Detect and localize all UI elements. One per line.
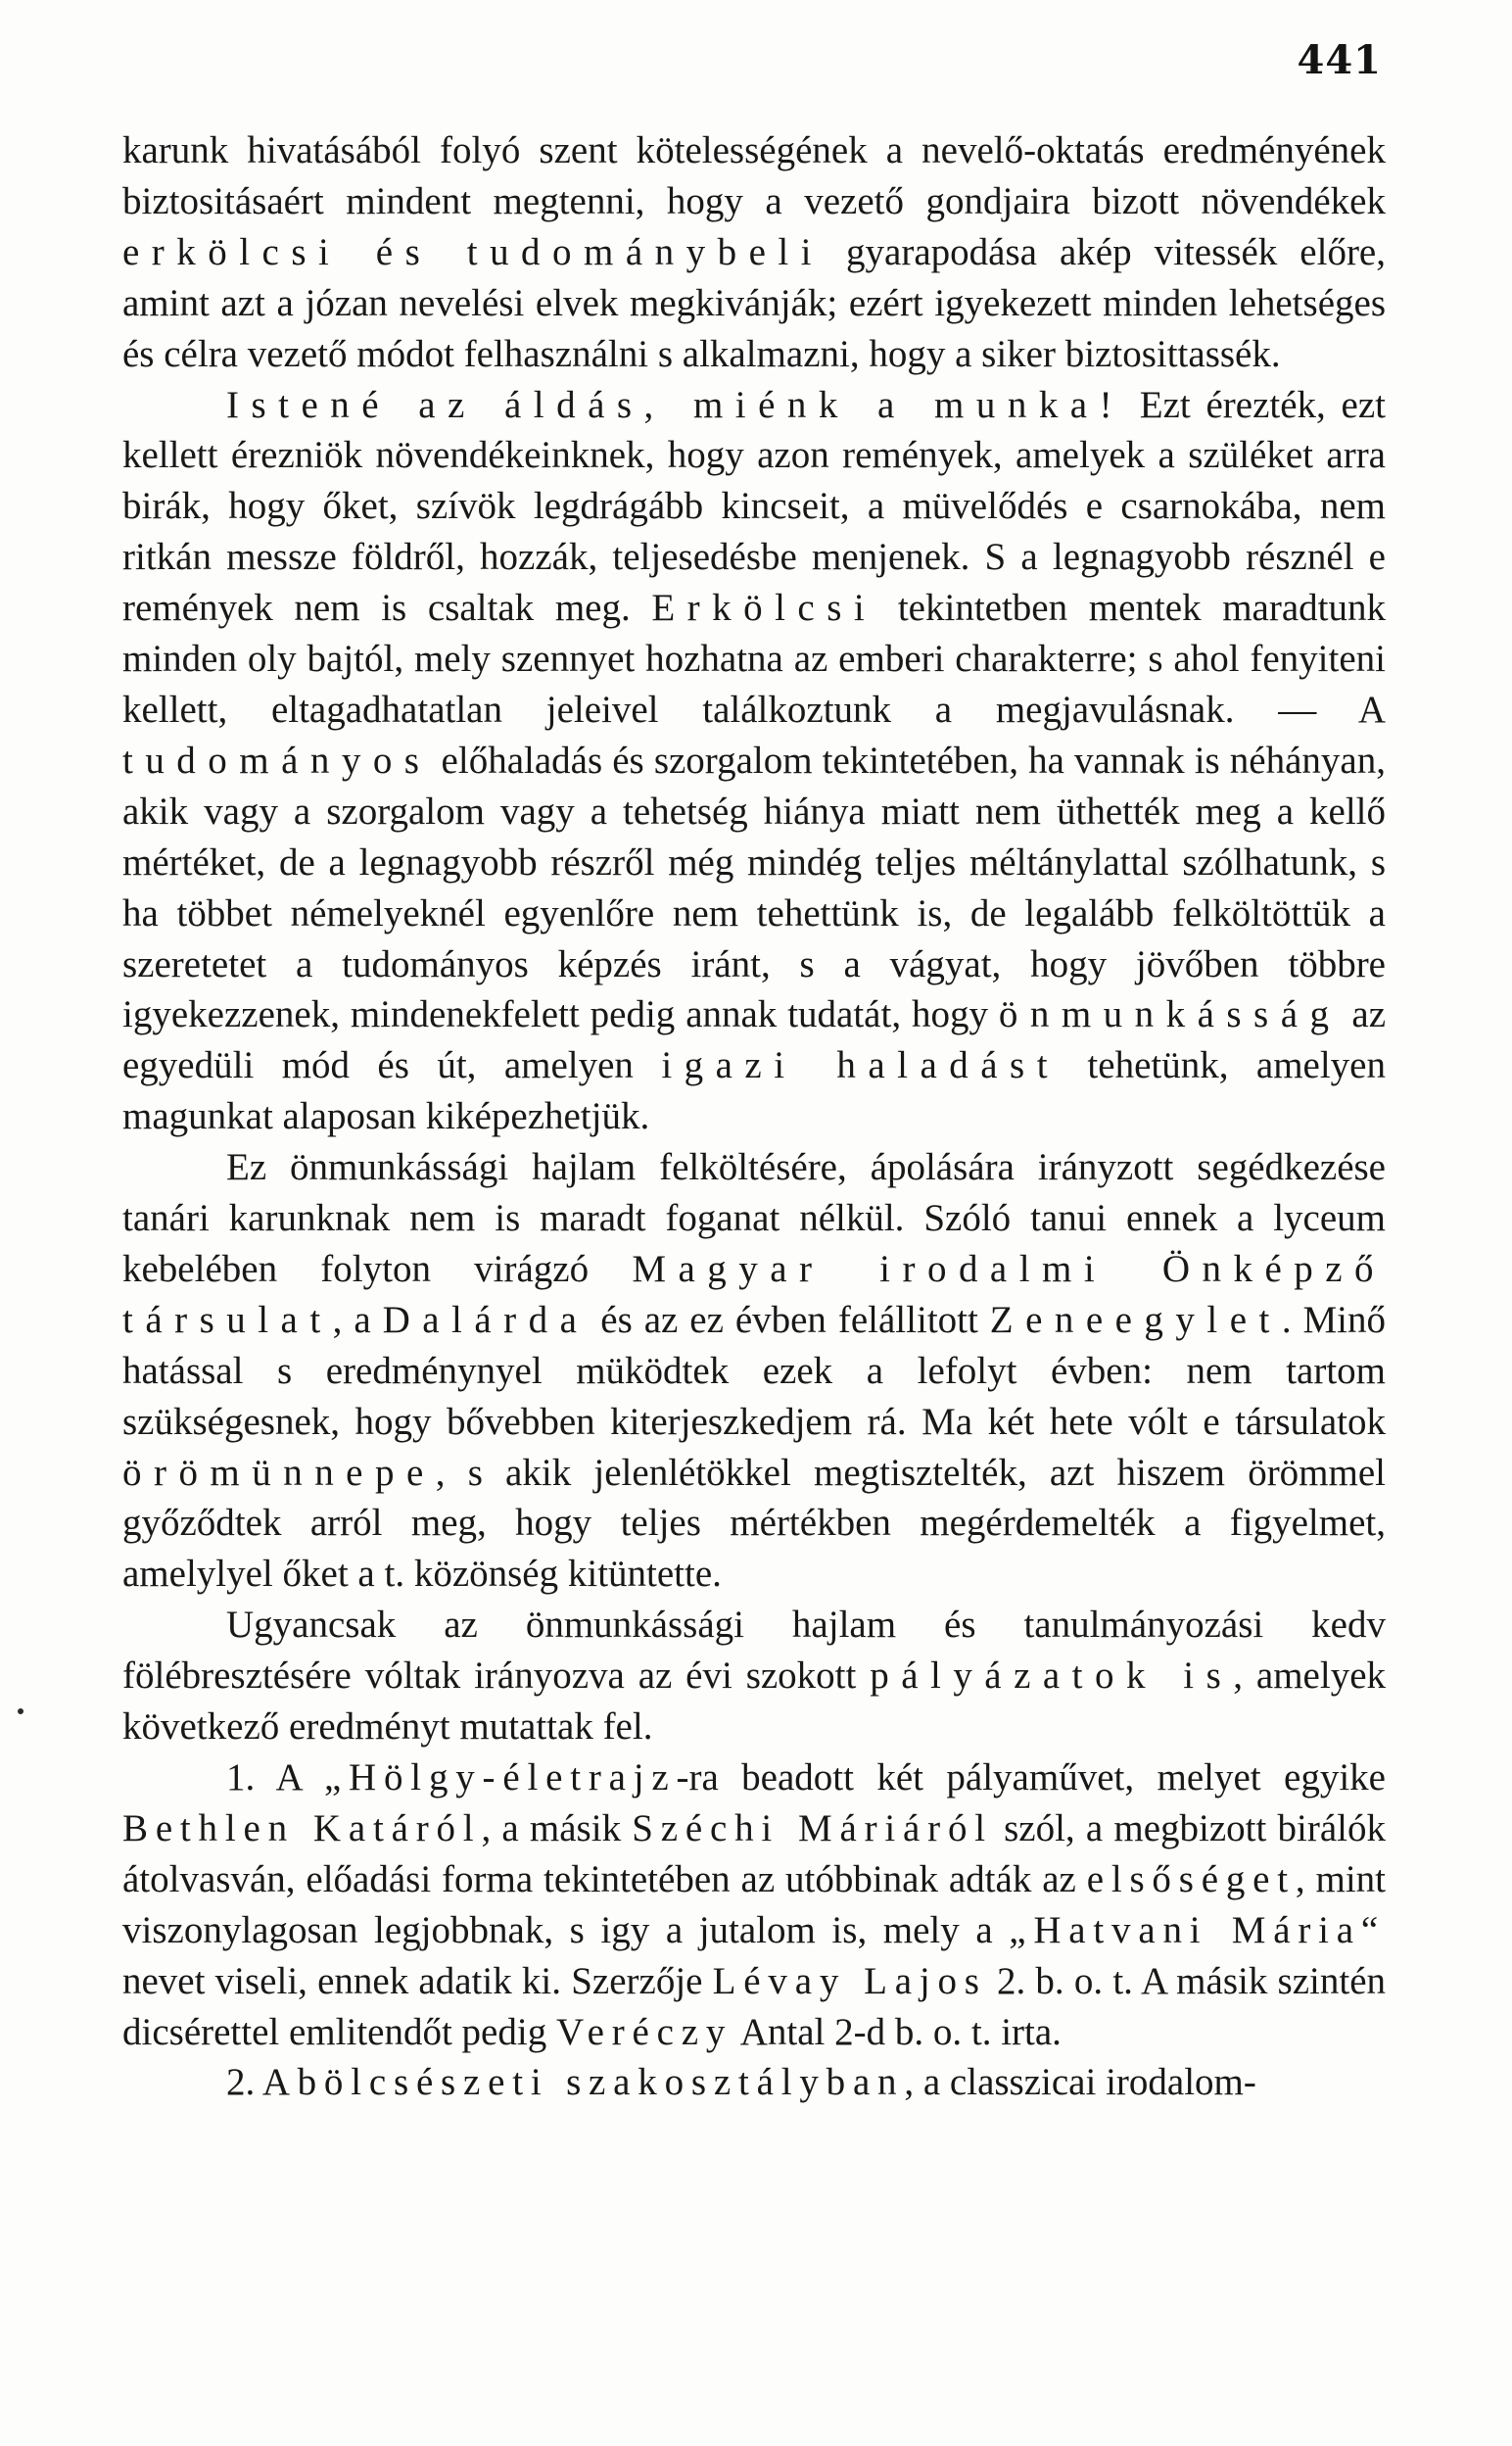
text-run: szól, a megbizott birálók átolvasván, előadási forma tekintetében az utóbbinak adták az (122, 1806, 1387, 1900)
text-run: . Minő hatással s eredménynyel müködtek ezek a lefolyt évben: nem tartom szükségesnek, hogy bővebben kiterjeszkedjem rá. Ma két hete vólt e társulatok (122, 1298, 1387, 1443)
paragraph (122, 1142, 1386, 1600)
text-run: tekintetben mentek maradtunk minden oly bajtól, mely szennyet hozhatna az emberi charakterre; s ahol fenyiteni kellett, eltagadhatatlan jeleivel találkoztunk a megjavulásnak. — A (122, 587, 1386, 731)
text-run: 1. A (226, 1756, 324, 1799)
emphasis-spaced: bölcsészeti szakosztályban (297, 2061, 905, 2104)
text-run: , a classzicai irodalom- (904, 2061, 1256, 2104)
emphasis-spaced: Veréczy (555, 2010, 733, 2053)
emphasis-spaced: Bethlen Katáról (122, 1806, 482, 1849)
emphasis-spaced: pályázatok is (870, 1655, 1234, 1698)
emphasis-spaced: örömünnepe (122, 1451, 436, 1494)
emphasis-spaced: Istené az áldás, miénk a munka! (226, 383, 1125, 426)
text-run: 2. A (226, 2061, 298, 2104)
text-run: , a másik (481, 1806, 633, 1849)
paragraph (122, 1752, 1386, 2057)
page-number: 441 (1297, 37, 1382, 83)
emphasis-spaced: erkölcsi és tudománybeli (122, 230, 824, 273)
emphasis-spaced: Erkölcsi (651, 587, 877, 630)
body-text (122, 125, 1386, 2108)
text-run: az egyedüli mód és út, amelyen (122, 993, 1387, 1087)
emphasis-spaced: önmunkásság (998, 993, 1342, 1036)
text-run: és az ez évben felállitott (589, 1298, 990, 1341)
paragraph (122, 2057, 1386, 2108)
emphasis-spaced: Magyar irodalmi Önképző társulat (122, 1247, 1387, 1341)
emphasis-spaced: Dalárda (382, 1298, 590, 1341)
emphasis-spaced: elsőséget (1086, 1857, 1296, 1900)
text-run: gyarapodása akép vitessék előre, amint azt a józan nevelési elvek megkivánják; ezért igyekezett minden lehetséges és célra vezető módot felhasználni s alkalmazni, hogy a siker biztosittassék. (122, 230, 1386, 375)
emphasis-spaced: „Hölgy-életrajz (323, 1756, 677, 1799)
emphasis-spaced: igazi haladást (661, 1044, 1061, 1087)
paragraph (122, 380, 1386, 1143)
paragraph (122, 1600, 1386, 1752)
text-run: előhaladás és szorgalom tekintetében, ha vannak is néhányan, akik vagy a szorgalom vagy a tehetség hiánya miatt nem üthették meg a kellő mértéket, de a legnagyobb részről még mindég teljes méltánylattal szólhatunk, s ha többet némelyeknél egyenlőre nem tehettünk is, de legalább felköltöttük a szeretetet a tudományos képzés iránt, s a vágyat, hogy jövőben többre igyekezzenek, mindenekfelett pedig annak tudatát, hogy (122, 739, 1386, 1036)
text-run: , a (332, 1298, 383, 1341)
paragraph (122, 125, 1386, 380)
text-run: Ezt érezték, ezt kellett érezniök növendékeinknek, hogy azon remények, amelyek a szüléket arra birák, hogy őket, szívök legdrágább kincseit, a müvelődés e csarnokába, nem ritkán messze földről, hozzák, teljesedésbe menjenek. S a legnagyobb résznél e remények nem is csaltak meg. (122, 383, 1386, 630)
text-run: 2. b. o. t. A másik szintén dicsérettel emlitendőt pedig (122, 1959, 1387, 2053)
margin-speck (18, 1708, 24, 1714)
text-run: , amelyek következő eredményt mutattak fel. (122, 1655, 1387, 1749)
text-run: -ra beadott két pályaművet, melyet egyike (676, 1756, 1386, 1799)
text-run: Ugyancsak az önmunkássági hajlam és tanulmányozási kedv fölébresztésére vóltak irányozva az évi szokott (122, 1604, 1386, 1698)
emphasis-spaced: Zeneegylet (989, 1298, 1282, 1341)
text-run: nevet viseli, ennek adatik ki. Szerzője (122, 1959, 713, 2002)
text-run: Ez önmunkássági hajlam felköltésére, ápolására irányzott segédkezése tanári karunknak nem is maradt foganat nélkül. Szóló tanui ennek a lyceum kebelében folyton virágzó (122, 1146, 1386, 1290)
text-run: karunk hivatásából folyó szent kötelességének a nevelő-oktatás eredményének biztositásaért mindent megtenni, hogy a vezető gondjaira bizott növendékek (122, 129, 1386, 222)
text-run: , s akik jelenlétökkel megtisztelték, azt hiszem örömmel győződtek arról meg, hogy teljes mértékben megérdemelték a figyelmet, amelylyel őket a t. közönség kitüntette. (122, 1451, 1386, 1596)
emphasis-spaced: tudományos (122, 739, 432, 782)
text-run: Antal 2-d b. o. t. irta. (732, 2010, 1062, 2053)
emphasis-spaced: „Hatvani Mária“ (1009, 1908, 1386, 1951)
emphasis-spaced: Lévay Lajos (712, 1959, 987, 2002)
text-run: , mint viszonylagosan legjobbnak, s igy a jutalom is, mely a (122, 1857, 1386, 1951)
text-run: tehetünk, amelyen magunkat alaposan kiképezhetjük. (122, 1044, 1386, 1138)
emphasis-spaced: Széchi Máriáról (632, 1806, 993, 1849)
